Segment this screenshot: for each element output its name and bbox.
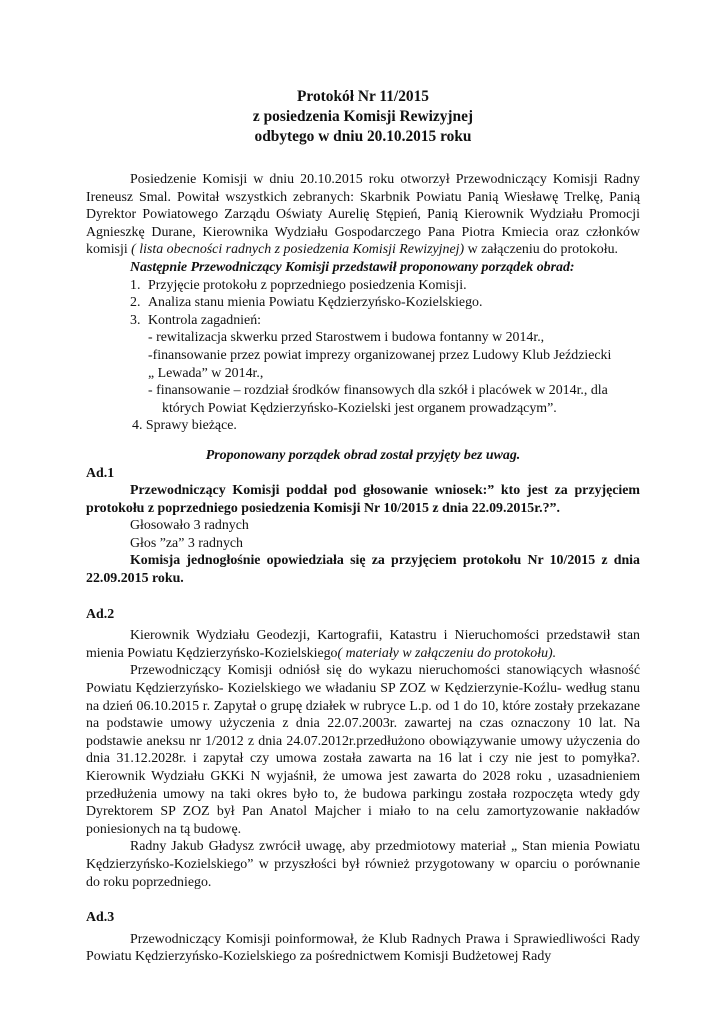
agenda-subitem-cont: „ Lewada” w 2014r., bbox=[148, 365, 264, 381]
agenda-item: 2. Analiza stanu mienia Powiatu Kędzierzyńsko-Kozielskiego. bbox=[130, 295, 483, 311]
ad1-motion: Przewodniczący Komisji poddał pod głosowanie wniosek:” kto jest za przyjęciem protokołu z poprzedniego posiedzenia Komisji Nr 10/2015 z dnia 22.09.2015r.?”. bbox=[86, 483, 640, 516]
agenda-subitem: - rewitalizacja skwerku przed Starostwem i budowa fontanny w 2014r., bbox=[148, 330, 545, 346]
title-line-3: odbytego w dniu 20.10.2015 roku bbox=[254, 128, 472, 145]
agenda-item: 3. Kontrola zagadnień: bbox=[130, 312, 262, 328]
ad1-label: Ad.1 bbox=[86, 465, 115, 481]
agenda-list bbox=[86, 277, 640, 435]
agenda-accepted: Proponowany porządek obrad został przyjęty bez uwag. bbox=[205, 447, 521, 463]
agenda-item: 4. Sprawy bieżące. bbox=[132, 418, 237, 434]
agenda-subitem: - finansowanie – rozdział środków finansowych dla szkół i placówek w 2014r., dla bbox=[148, 383, 608, 399]
document-title bbox=[86, 0, 640, 147]
title-line-2: z posiedzenia Komisji Rewizyjnej bbox=[252, 108, 474, 125]
agenda-subitem: -finansowanie przez powiat imprezy organizowanej przez Ludowy Klub Jeździecki bbox=[148, 347, 612, 363]
ad2-paragraph-2: Przewodniczący Komisji odniósł się do wykazu nieruchomości stanowiących własność Powiatu Kędzierzyńsko- Kozielskiego we władaniu SP ZOZ w Kędzierzynie-Koźlu- według stanu na dzień 06.10.2015 r. Zapytał o grupę działek w rubryce L.p. od 1 do 10, które zostały przekazane na podstawie umowy użyczenia z dnia 22.07.2003r. zawartej na czas oznaczony 10 lat. Na podstawie aneksu nr 1/2012 z dnia 24.07.2012r.przedłużono obowiązywanie umowy użyczenia do dnia 31.12.2028r. i zapytał czy umowa została zawarta na 16 lat i czy nie jest to pomyłka?. Kierownik Wydziału GKKi N wyjaśnił, że umowa jest zawarta do 2028 roku , uzasadnieniem przedłużenia umowy na taki okres było to, że budowa parkingu została rozpoczęta wtedy gdy Dyrektorem SP ZOZ był Pan Anatol Majcher i miało to na celu zamortyzowanie nakładów poniesionych na tą budowę. bbox=[86, 663, 640, 837]
agenda-heading: Następnie Przewodniczący Komisji przedstawił proponowany porządek obrad: bbox=[130, 259, 575, 275]
ad1-result: Komisja jednogłośnie opowiedziała się za przyjęciem protokołu Nr 10/2015 z dnia 22.09.2015 roku. bbox=[86, 553, 640, 587]
agenda-subitem-cont: których Powiat Kędzierzyńsko-Kozielski jest organem prowadzącym”. bbox=[162, 400, 557, 416]
ad1-voted: Głosowało 3 radnych bbox=[130, 518, 249, 534]
ad2-paragraph-1: Kierownik Wydziału Geodezji, Kartografii, Katastru i Nieruchomości przedstawił stan mienia Powiatu Kędzierzyńsko-Kozielskiego( materiały w załączeniu do protokołu). bbox=[86, 628, 640, 661]
intro-paragraph: Posiedzenie Komisji w dniu 20.10.2015 roku otworzył Przewodniczący Komisji Radny Ireneusz Smal. Powitał wszystkich zebranych: Skarbnik Powiatu Panią Wiesławę Trelkę, Panią Dyrektor Powiatowego Zarządu Oświaty Aurelię Stępień, Panią Kierownik Wydziału Promocji Agnieszkę Durane, Kierownika Wydziału Gospodarczego Pana Piotra Kmiecia oraz członków komisji ( lista obecności radnych z posiedzenia Komisji Rewizyjnej) w załączeniu do protokołu. bbox=[86, 172, 640, 258]
ad3-paragraph-1: Przewodniczący Komisji poinformował, że Klub Radnych Prawa i Sprawiedliwości Rady Powiatu Kędzierzyńsko-Kozielskiego za pośrednictwem Komisji Budżetowej Rady bbox=[86, 931, 640, 965]
ad3-label: Ad.3 bbox=[86, 910, 115, 926]
ad1-for: Głos ”za” 3 radnych bbox=[130, 535, 244, 551]
ad2-paragraph-3: Radny Jakub Gładysz zwrócił uwagę, aby przedmiotowy materiał „ Stan mienia Powiatu Kędzierzyńsko-Kozielskiego” w przyszłości był również przygotowany w oparciu o porównanie do roku poprzedniego. bbox=[86, 839, 640, 890]
agenda-item: 1. Przyjęcie protokołu z poprzedniego posiedzenia Komisji. bbox=[130, 277, 467, 293]
title-line-1: Protokół Nr 11/2015 bbox=[297, 88, 429, 105]
ad2-label: Ad.2 bbox=[86, 606, 115, 622]
